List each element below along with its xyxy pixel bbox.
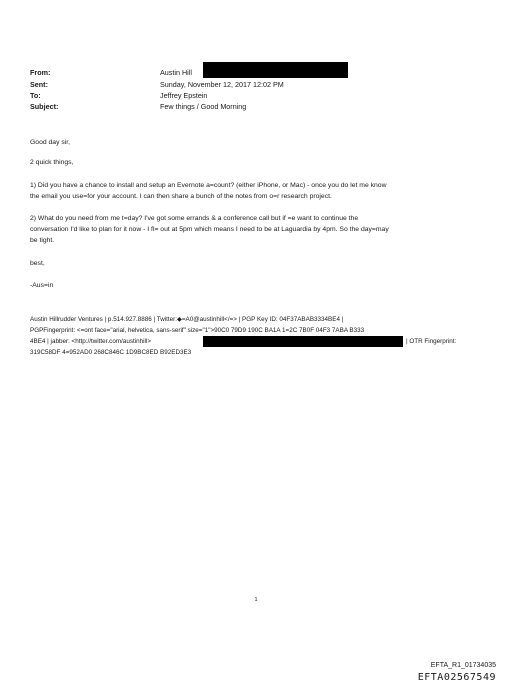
from-label: From:: [30, 68, 51, 77]
point-one-line-1: 1) Did you have a chance to install and setup an Evernote a=count? (either iPhone, or Mac) - once you do let me know: [30, 182, 387, 189]
bates-number-small: EFTA_R1_01734035: [430, 662, 496, 669]
page-number: 1: [254, 597, 258, 603]
point-one-line-2: the email you use=for your account. I can then share a bunch of the notes from o=r research project.: [30, 193, 332, 200]
to-label: To:: [30, 91, 41, 100]
signature-line-4: 319C58DF 4=952AD0 268C846C 1D9BC8ED B92ED3E3: [30, 349, 192, 356]
point-one: [30, 180, 485, 202]
signature-line-3-right: | OTR Fingerprint:: [406, 338, 457, 345]
point-two-line-3: be tight.: [30, 237, 55, 244]
greeting: Good day sir,: [30, 139, 71, 146]
from-value: Austin Hill: [160, 68, 192, 77]
signature-line-1: Austin Hillrudder Ventures | p.514.927.8886 | Twitter:◆=A0@austinhill</=> | PGP Key ID: 04F37ABAB3334BE4 |: [30, 316, 344, 323]
subject-row: [30, 101, 360, 113]
point-two-line-1: 2) What do you need from me t=day? I've got some errands & a conference call but if =e want to continue the: [30, 215, 359, 222]
signature-line-2: PGPFingerprint: <=ont face="arial, helvetica, sans-serif" size="1">90C0 79D9 190C BA1A 1=2C 7B0F 04F3 7ABA B333: [30, 327, 365, 334]
subject-value: Few things / Good Morning: [160, 102, 247, 111]
intro-line: 2 quick things,: [30, 159, 74, 166]
bates-number-large: EFTA02567549: [417, 672, 496, 683]
sent-value: Sunday, November 12, 2017 12:02 PM: [160, 80, 284, 89]
subject-label: Subject:: [30, 102, 59, 111]
point-two-line-2: conversation I'd like to plan for it now - I fl= out at 5pm which means I need to be at Laguardia by 4pm. So the day=may: [30, 226, 389, 233]
signature-line-3-left: 4BE4 | jabber: <http://twitter.com/austinhill>: [30, 338, 151, 345]
redaction-box: [203, 336, 403, 347]
to-value: Jeffrey Epstein: [160, 91, 208, 100]
sender-name: -Aus=in: [30, 282, 54, 289]
point-two: [30, 213, 485, 246]
closing: best,: [30, 260, 45, 267]
redaction-box: [203, 62, 348, 78]
sent-label: Sent:: [30, 80, 48, 89]
